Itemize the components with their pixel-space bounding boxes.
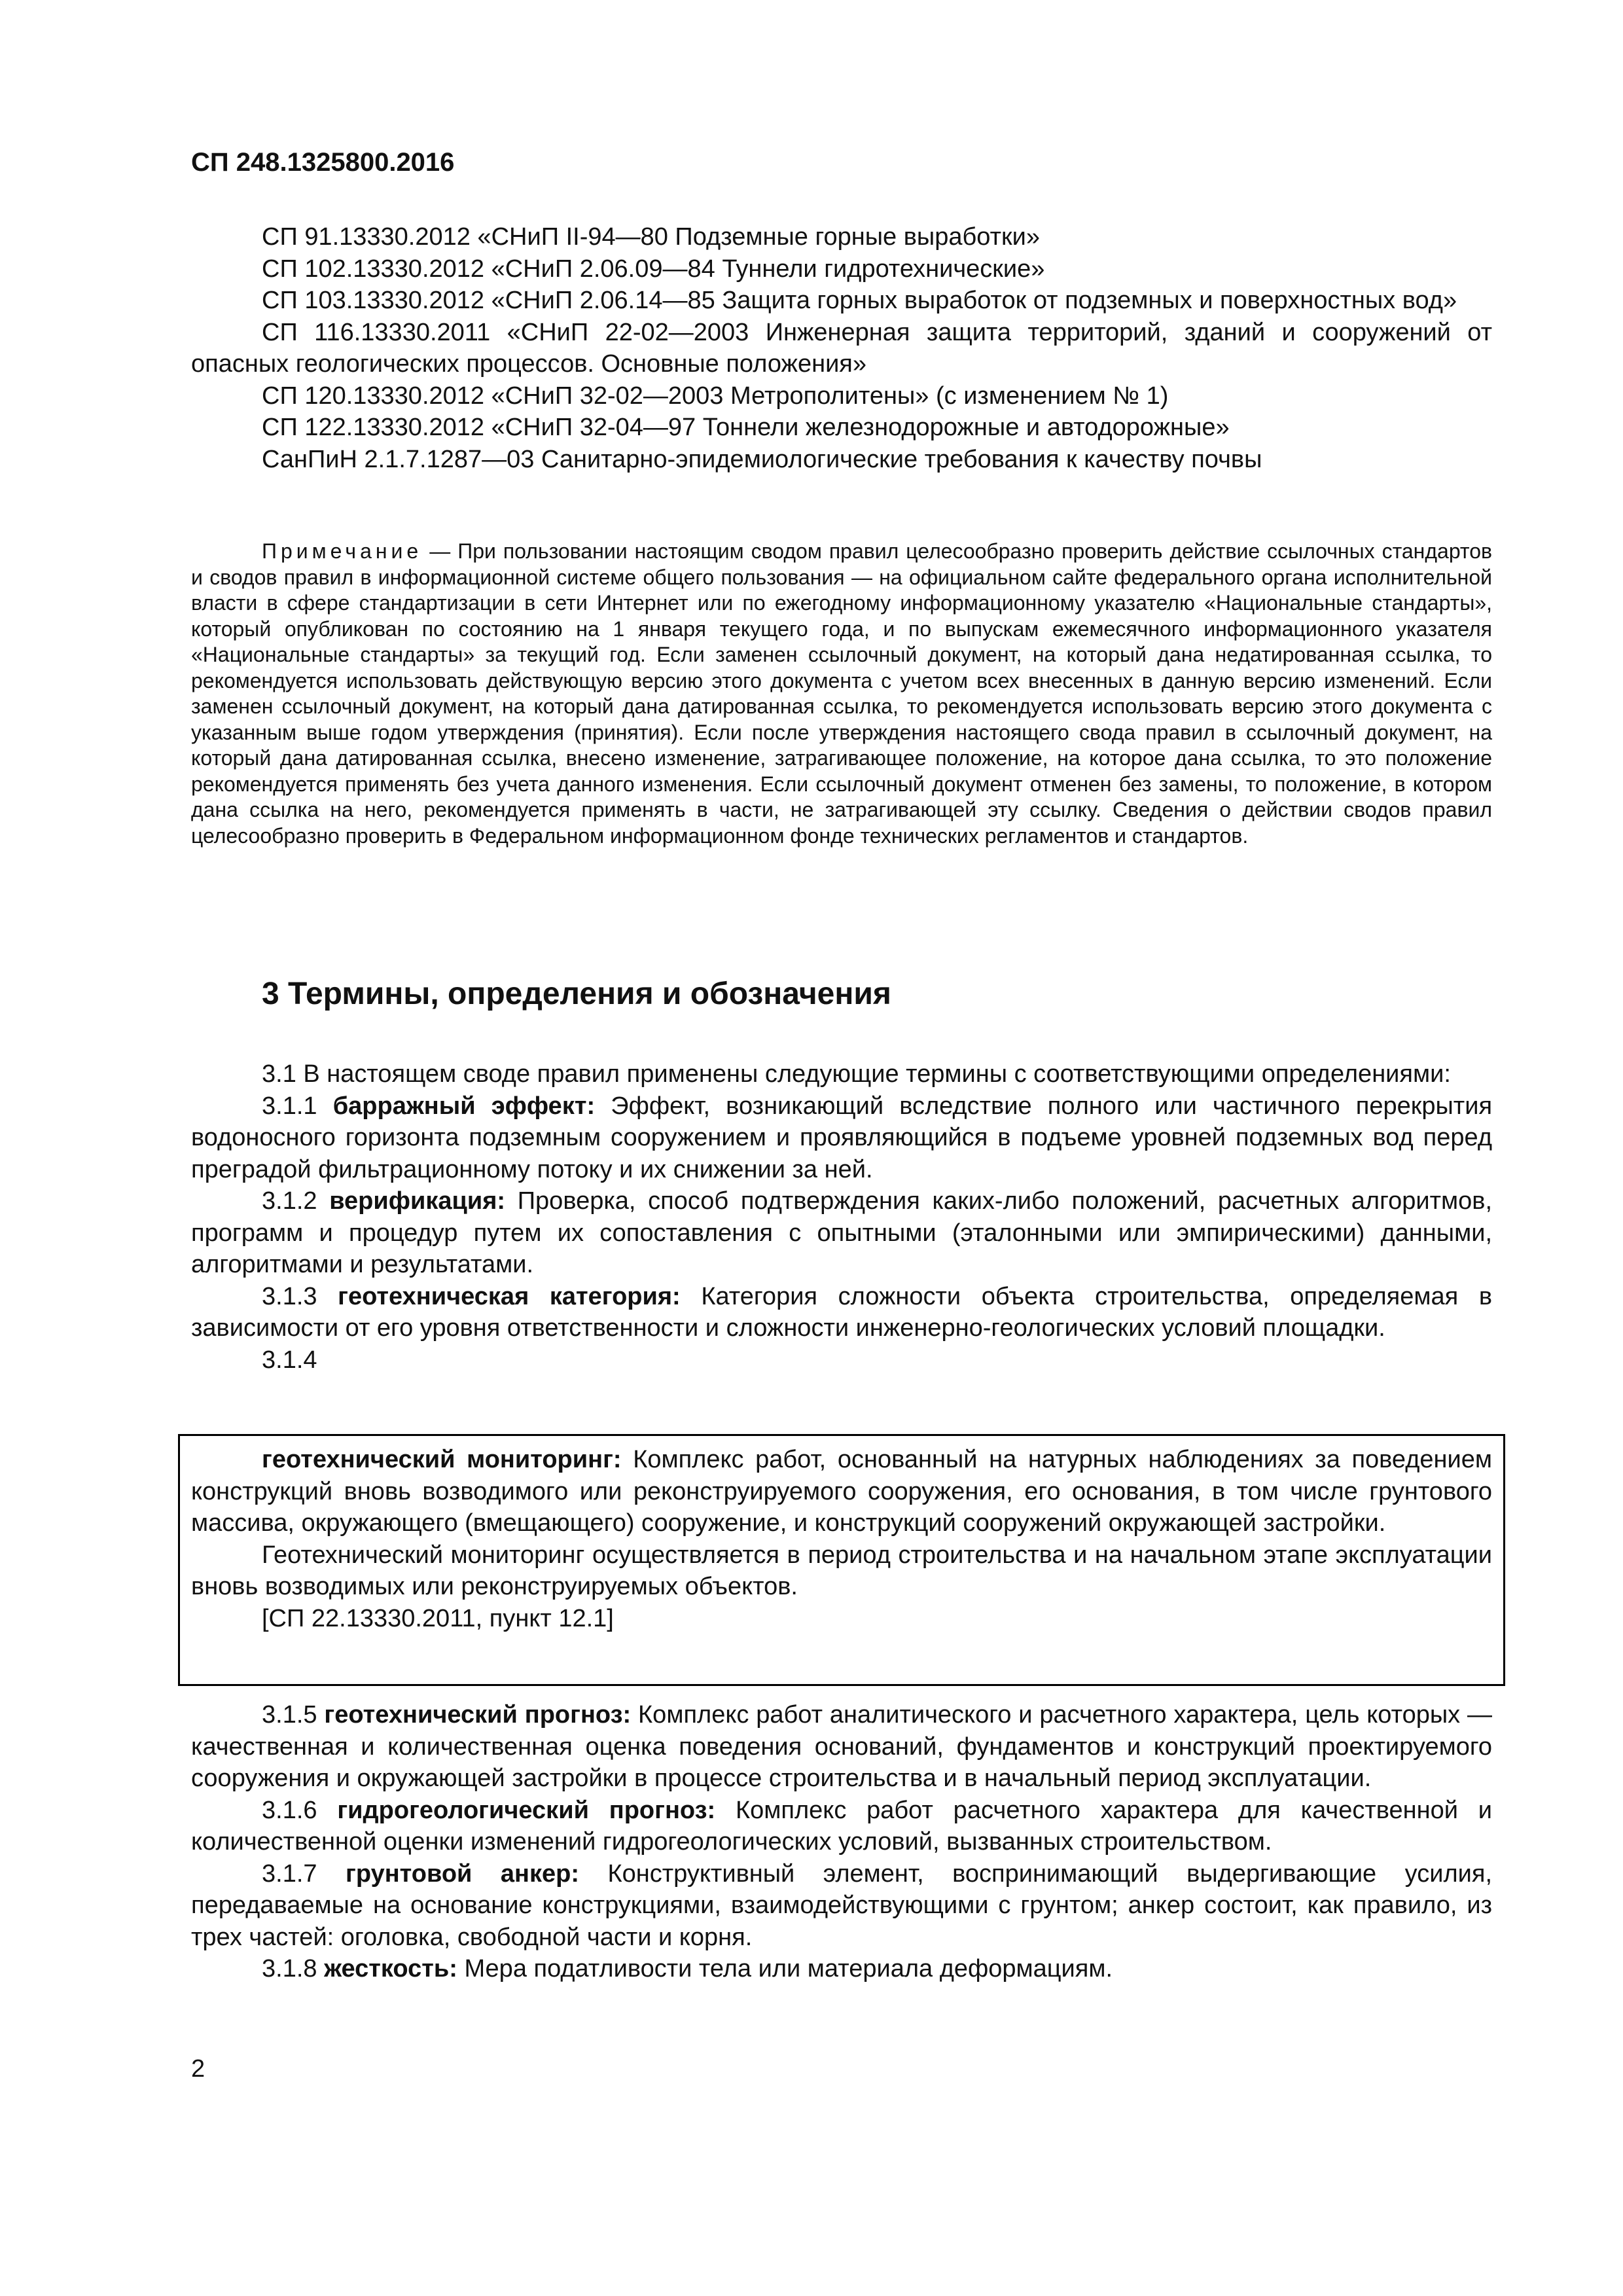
- term-definition: Эффект, возникающий вследствие полного или частичного перекрытия водоносного горизонта подземным сооружением и проявляющийся в подъеме уровней подземных вод перед преградой фильтрационному потоку и их снижении за ней.: [191, 1092, 1493, 1183]
- term-name: верификация:: [329, 1187, 506, 1215]
- note-paragraph: [191, 539, 1492, 849]
- term-number: 3.1.3: [262, 1282, 317, 1310]
- term-entry: [191, 1185, 1492, 1281]
- term-number: 3.1.5: [262, 1701, 317, 1729]
- term-name: геотехнический мониторинг:: [262, 1446, 622, 1473]
- reference-item: СП 116.13330.2011 «СНиП 22-02—2003 Инженерная защита территорий, зданий и сооружений от опасных геологических процессов. Основные положения»: [191, 318, 1492, 378]
- term-number: 3.1.6: [262, 1796, 317, 1824]
- term-number: 3.1.4: [262, 1346, 317, 1374]
- term-number: 3.1.1: [262, 1092, 317, 1120]
- term-definition: Мера податливости тела или материала деформациям.: [464, 1955, 1113, 1982]
- term-source: [СП 22.13330.2011, пункт 12.1]: [262, 1604, 614, 1632]
- term-number-line: [191, 1344, 1492, 1376]
- term-name: жесткость:: [324, 1955, 457, 1982]
- terms-list-continued: [191, 1699, 1492, 1985]
- section-intro: 3.1 В настоящем своде правил применены следующие термины с соответствующими определениями:: [262, 1060, 1451, 1088]
- quoted-term-content: [191, 1444, 1492, 1634]
- reference-item: СП 102.13330.2012 «СНиП 2.06.09—84 Туннели гидротехнические»: [262, 255, 1045, 283]
- page-number: 2: [191, 2055, 205, 2083]
- term-name: гидрогеологический прогноз:: [337, 1796, 716, 1824]
- term-entry: [191, 1090, 1492, 1186]
- reference-item: СП 120.13330.2012 «СНиП 32-02—2003 Метрополитены» (с изменением № 1): [262, 382, 1169, 410]
- reference-item: СанПиН 2.1.7.1287—03 Санитарно-эпидемиологические требования к качеству почвы: [262, 445, 1262, 473]
- reference-list: [191, 221, 1492, 475]
- term-name: геотехнический прогноз:: [324, 1701, 632, 1729]
- term-entry: [191, 1953, 1492, 1985]
- term-definition: Комплекс работ расчетного характера для качественной и количественной оценки изменений гидрогеологических условий, вызванных строительством.: [191, 1796, 1493, 1856]
- note-block: [191, 539, 1492, 849]
- reference-item: СП 91.13330.2012 «СНиП II-94—80 Подземные горные выработки»: [262, 223, 1040, 251]
- term-definition: Комплекс работ аналитического и расчетного характера, цель которых — качественная и количественная оценка поведения оснований, фундаментов и конструкций проектируемого сооружения и окружающей застройки в процессе строительства и в начальный период эксплуатации.: [191, 1701, 1493, 1792]
- term-note: Геотехнический мониторинг осуществляется в период строительства и на начальном этапе эксплуатации вновь возводимых или реконструируемых объектов.: [191, 1541, 1492, 1600]
- term-number: 3.1.7: [262, 1859, 317, 1888]
- term-entry: [191, 1444, 1492, 1539]
- term-entry: [191, 1795, 1492, 1858]
- term-entry: [191, 1281, 1492, 1344]
- term-number: 3.1.8: [262, 1955, 317, 1982]
- reference-item: СП 122.13330.2012 «СНиП 32-04—97 Тоннели железнодорожные и автодорожные»: [262, 414, 1230, 441]
- document-code: СП 248.1325800.2016: [191, 148, 455, 177]
- term-definition: Конструктивный элемент, воспринимающий выдергивающие усилия, передаваемые на основание конструкциями, взаимодействующими с грунтом; анкер состоит, как правило, из трех частей: оголовка, свободной части и корня.: [191, 1859, 1493, 1951]
- term-name: барражный эффект:: [332, 1092, 596, 1120]
- reference-item: СП 103.13330.2012 «СНиП 2.06.14—85 Защита горных выработок от подземных и поверхностных вод»: [262, 287, 1457, 314]
- term-definition: Комплекс работ, основанный на натурных наблюдениях за поведением конструкций вновь возводимого или реконструируемого сооружения, его основания, в том числе грунтового массива, окружающего (вмещающего) сооружение, и конструкций сооружений окружающей застройки.: [191, 1446, 1492, 1537]
- terms-list: [191, 1058, 1492, 1376]
- term-entry: [191, 1699, 1492, 1795]
- note-text: — При пользовании настоящим сводом правил целесообразно проверить действие ссылочных стандартов и сводов правил в информационной системе общего пользования — на официальном сайте федерального органа исполнительной власти в сфере стандартизации в сети Интернет или по ежегодному информационному указателю «Национальные стандарты», который опубликован по состоянию на 1 января текущего года, и по выпускам ежемесячного информационного указателя «Национальные стандарты» за текущий год. Если заменен ссылочный документ, на который дана недатированная ссылка, то рекомендуется использовать действующую версию этого документа с учетом всех внесенных в данную версию изменений. Если заменен ссылочный документ, на который дана датированная ссылка, то рекомендуется использовать версию этого документа с указанным выше годом утверждения (принятия). Если после утверждения настоящего свода правил в ссылочный документ, на который дана датированная ссылка, внесено изменение, затрагивающее положение, на которое дана ссылка, то это положение рекомендуется применять без учета данного изменения. Если ссылочный документ отменен без замены, то положение, в котором дана ссылка на него, рекомендуется применять в части, не затрагивающей эту ссылку. Сведения о действии сводов правил целесообразно проверить в Федеральном информационном фонде технических регламентов и стандартов.: [191, 539, 1492, 848]
- section-heading: 3 Термины, определения и обозначения: [262, 977, 891, 1011]
- note-label: Примечание: [262, 539, 423, 563]
- term-number: 3.1.2: [262, 1187, 317, 1215]
- term-name: геотехническая категория:: [338, 1282, 681, 1310]
- term-name: грунтовой анкер:: [346, 1859, 580, 1888]
- term-definition: Проверка, способ подтверждения каких-либо положений, расчетных алгоритмов, программ и процедур путем их сопоставления с опытными (эталонными или эмпирическими) данными, алгоритмами и результатами.: [191, 1187, 1493, 1278]
- term-definition: Категория сложности объекта строительства, определяемая в зависимости от его уровня ответственности и сложности инженерно-геологических условий площадки.: [191, 1282, 1493, 1342]
- term-entry: [191, 1858, 1492, 1954]
